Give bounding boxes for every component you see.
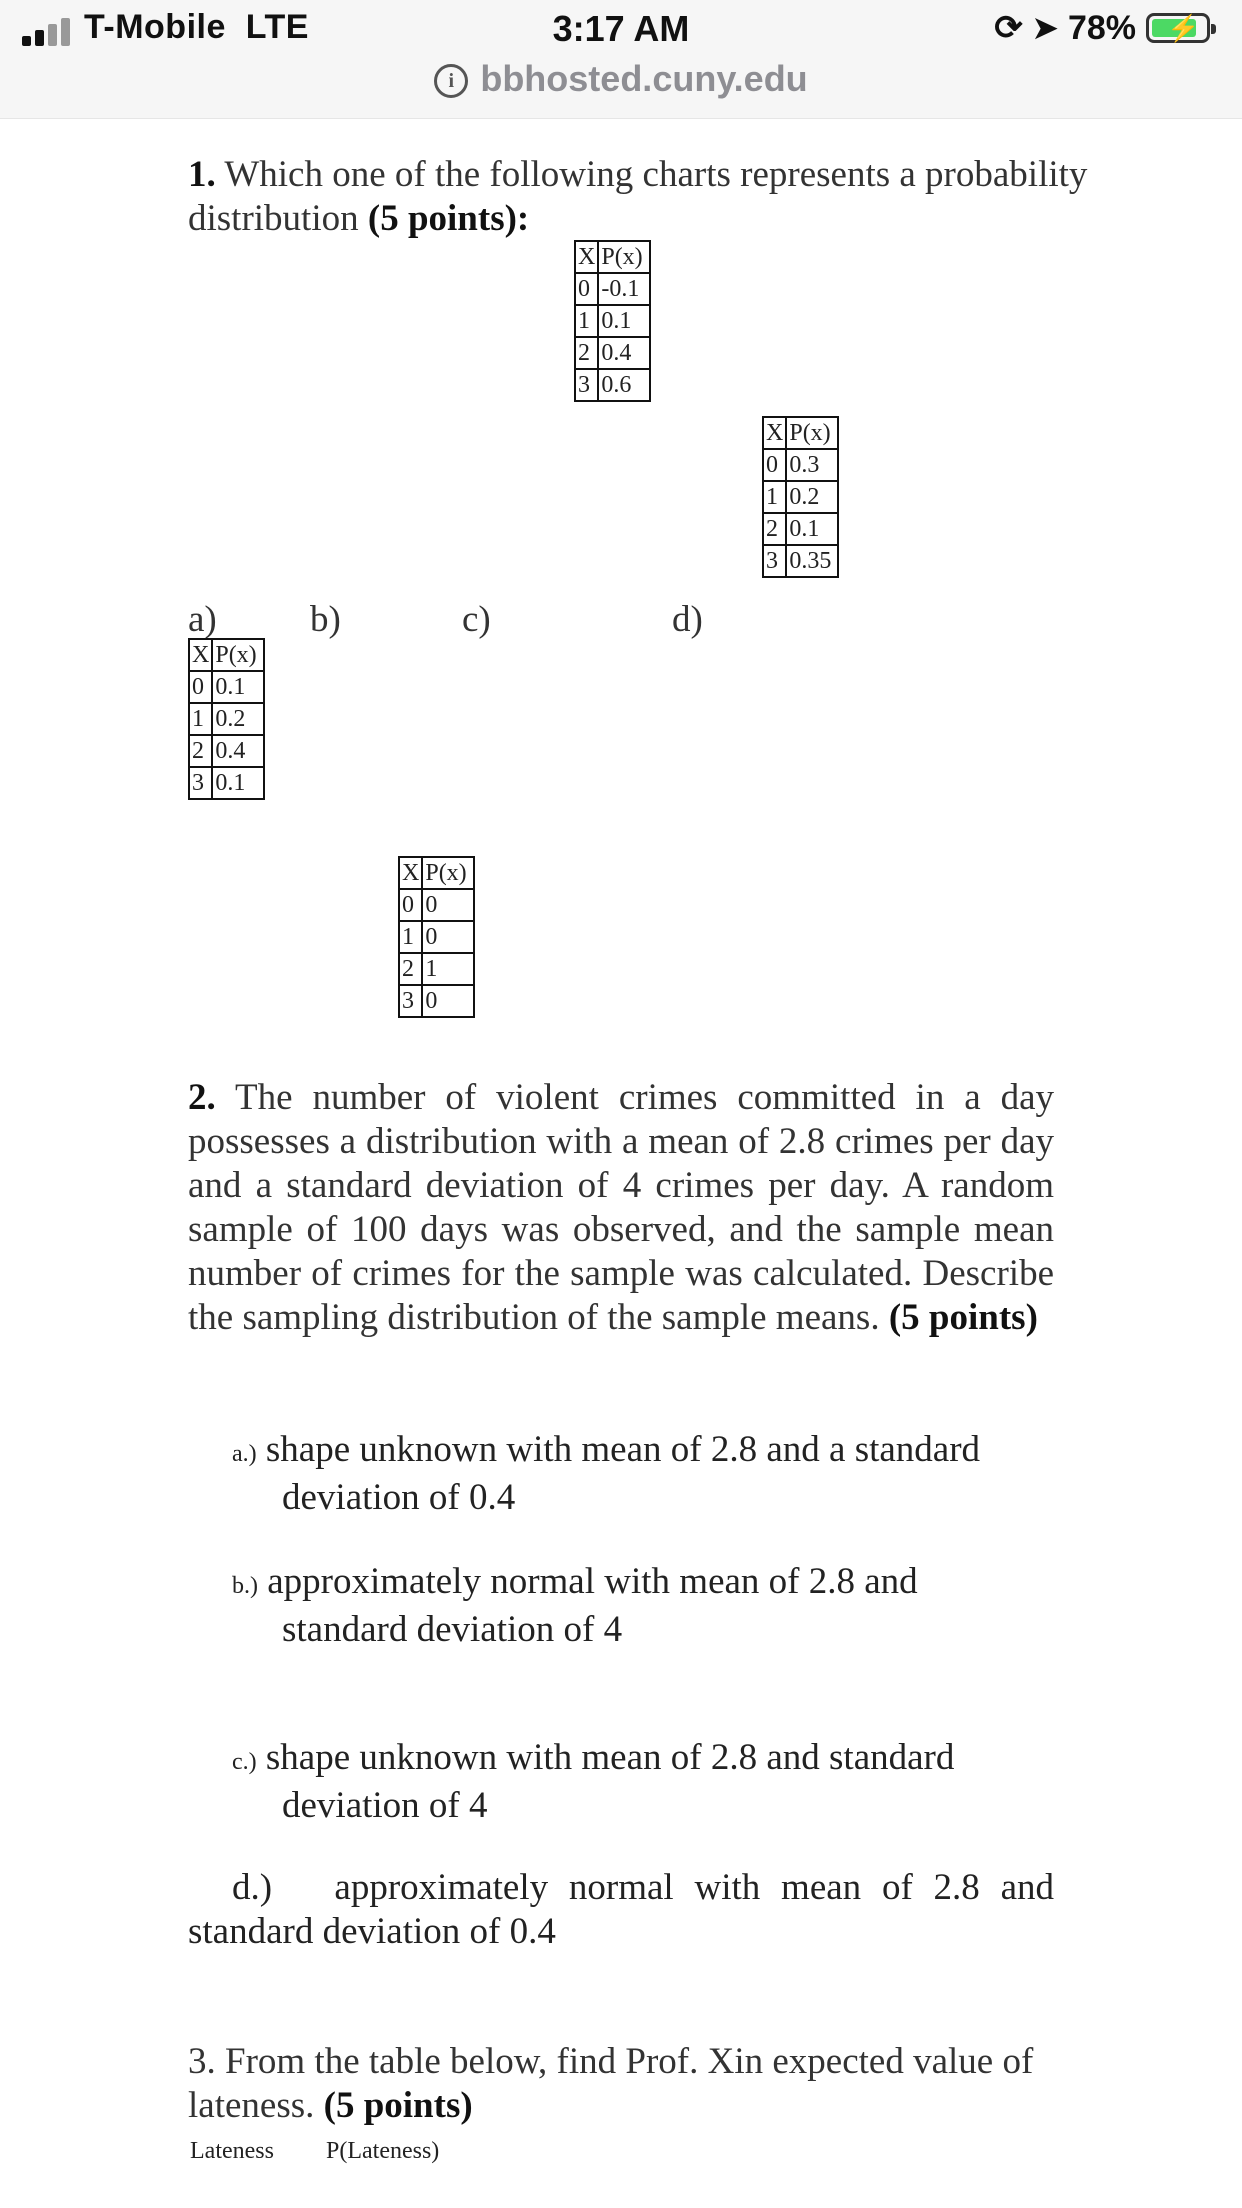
- table-cell: 1: [575, 305, 598, 337]
- clock: 3:17 AM: [552, 8, 690, 49]
- table-row: [399, 921, 474, 953]
- table-cell: 3: [763, 545, 786, 577]
- option-tag: d.): [232, 1867, 273, 1908]
- question-2: [188, 1076, 1054, 1340]
- question-1: [188, 153, 1088, 241]
- table-cell: 0: [575, 273, 598, 305]
- status-bar: [0, 0, 1242, 119]
- table-row: [575, 305, 650, 337]
- address-bar[interactable]: [0, 58, 1242, 100]
- answer-option-a[interactable]: [232, 1428, 980, 1520]
- table-cell: 3: [189, 767, 212, 799]
- network-label: LTE: [245, 8, 309, 46]
- option-text: approximately normal with mean of 2.8 and standard deviation of 0.4: [188, 1867, 1054, 1952]
- table-cell: 0.2: [212, 703, 264, 735]
- option-label-d: d): [672, 599, 703, 640]
- column-header-lateness: Lateness: [190, 2138, 274, 2164]
- header-p: P(x): [212, 639, 264, 671]
- table-cell: -0.1: [598, 273, 650, 305]
- question-text: Which one of the following charts represents a probability distribution: [188, 154, 1088, 239]
- header-x: X: [575, 241, 598, 273]
- question-points: (5 points): [888, 1297, 1038, 1338]
- option-text: shape unknown with mean of 2.8 and a standard: [265, 1429, 981, 1470]
- table-cell: 0: [189, 671, 212, 703]
- question-points: (5 points): [323, 2085, 473, 2126]
- table-row: [189, 735, 264, 767]
- table-cell: 0.4: [598, 337, 650, 369]
- table-cell: 0.4: [212, 735, 264, 767]
- question-3: [188, 2040, 1068, 2128]
- option-text: shape unknown with mean of 2.8 and standard: [265, 1737, 955, 1778]
- question-points: (5 points):: [367, 198, 530, 239]
- header-p: P(x): [598, 241, 650, 273]
- table-row: [763, 449, 838, 481]
- table-option-d: [762, 416, 839, 578]
- question-number: 1.: [188, 154, 216, 195]
- table-row: [399, 985, 474, 1017]
- header-x: X: [399, 857, 422, 889]
- table-row: [189, 767, 264, 799]
- table-cell: 1: [763, 481, 786, 513]
- table-row: [399, 889, 474, 921]
- table-row: [763, 513, 838, 545]
- table-cell: 0.1: [598, 305, 650, 337]
- table-cell: 1: [422, 953, 474, 985]
- table-row: [399, 953, 474, 985]
- table-cell: 0.6: [598, 369, 650, 401]
- option-tag: b.): [232, 1573, 258, 1599]
- header-p: P(x): [786, 417, 838, 449]
- table-cell: 0.2: [786, 481, 838, 513]
- answer-option-d[interactable]: [188, 1866, 1054, 1954]
- location-icon: ➤: [1032, 11, 1058, 45]
- header-x: X: [763, 417, 786, 449]
- header-p: P(x): [422, 857, 474, 889]
- table-option-c: [574, 240, 651, 402]
- question-text: 3. From the table below, find Prof. Xin expected value of lateness.: [188, 2041, 1034, 2126]
- table-cell: 1: [189, 703, 212, 735]
- table-row: [763, 545, 838, 577]
- table-cell: 0.1: [212, 767, 264, 799]
- table-row: [763, 481, 838, 513]
- rotation-lock-icon: ⟳: [994, 9, 1023, 47]
- option-text: approximately normal with mean of 2.8 and: [267, 1561, 918, 1602]
- table-cell: 0: [422, 985, 474, 1017]
- option-tag: a.): [232, 1441, 257, 1467]
- table-cell: 0: [763, 449, 786, 481]
- option-tag: c.): [232, 1749, 257, 1775]
- battery-icon: ⚡: [1146, 13, 1210, 43]
- table-row: [189, 671, 264, 703]
- option-text: deviation of 0.4: [282, 1477, 516, 1518]
- table-row: [575, 273, 650, 305]
- table-cell: 0: [422, 889, 474, 921]
- table-cell: 2: [763, 513, 786, 545]
- table-cell: 2: [575, 337, 598, 369]
- option-label-c: c): [462, 599, 491, 640]
- info-icon[interactable]: i: [434, 64, 468, 98]
- table-row: [189, 703, 264, 735]
- question-text: The number of violent crimes committed in a day possesses a distribution with a mean of 2.8 crimes per day and a standard deviation of 4 crimes per day. A random sample of 100 days was observed, and the sample mean number of crimes for the sample was calculated. Describe the sampling distribution of the sample means.: [188, 1077, 1054, 1338]
- table-cell: 3: [399, 985, 422, 1017]
- carrier-label: T-Mobile LTE: [84, 8, 309, 46]
- table-row: [575, 369, 650, 401]
- table-cell: 0.35: [786, 545, 838, 577]
- answer-option-c[interactable]: [232, 1736, 954, 1828]
- table-option-b: [398, 856, 475, 1018]
- option-text: standard deviation of 4: [282, 1609, 623, 1650]
- battery-percent: 78%: [1067, 8, 1136, 47]
- url-text: bbhosted.cuny.edu: [480, 58, 808, 99]
- header-x: X: [189, 639, 212, 671]
- option-label-b: b): [310, 599, 341, 640]
- status-indicators: [994, 8, 1210, 48]
- table-row: [575, 337, 650, 369]
- table-cell: 0.3: [786, 449, 838, 481]
- table-cell: 0.1: [212, 671, 264, 703]
- table-cell: 2: [189, 735, 212, 767]
- option-text: deviation of 4: [282, 1785, 488, 1826]
- table-cell: 2: [399, 953, 422, 985]
- table-cell: 3: [575, 369, 598, 401]
- table-cell: 0.1: [786, 513, 838, 545]
- column-header-probability: P(Lateness): [326, 2138, 440, 2164]
- option-label-a: a): [188, 599, 217, 640]
- table-cell: 0: [422, 921, 474, 953]
- table-cell: 1: [399, 921, 422, 953]
- table-cell: 0: [399, 889, 422, 921]
- question-number: 2.: [188, 1077, 216, 1118]
- table-option-a: [188, 638, 265, 800]
- answer-option-b[interactable]: [232, 1560, 918, 1652]
